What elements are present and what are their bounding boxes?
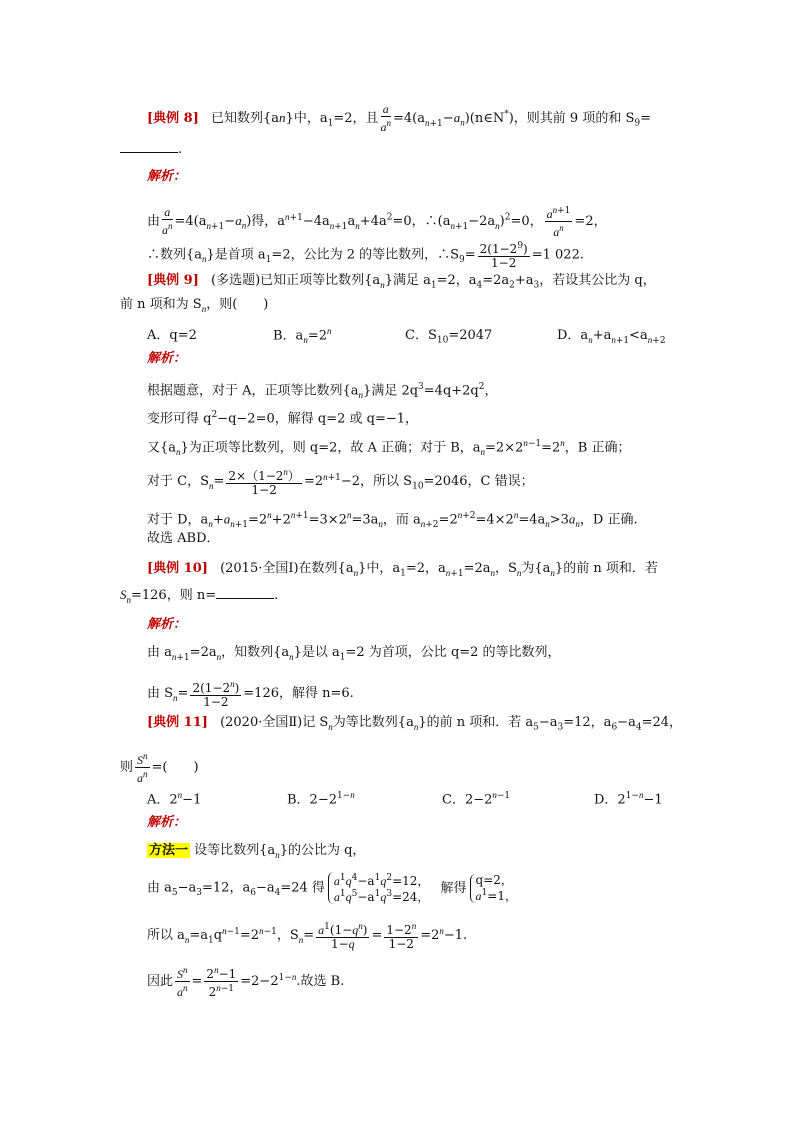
example-9-solution-line-4: 对于 C，$S_n=$ $\frac{2\times(1-2^n)}{1-2}$ $=2^{n+1}-2$，所以 $S_{10}=2046$，C 错误； xyxy=(147,467,534,497)
equation-system: $a^1q^4-a^1q^2=12$， $a^1q^5-a^1q^3=24$， xyxy=(328,872,429,904)
example-10-stem-line-2: $S_n=126$，则 n= . xyxy=(120,587,279,605)
example-11-stem: [典例 11] (2020·全国Ⅱ)记 $S_n$为等比数列$\{a_n\}$的前 n 项和．若 $a_5-a_3=12$，$a_6-a_4=24$， xyxy=(147,715,682,733)
example-9-solution-line-3: 又$\{a_n\}$为正项等比数列，则 q=2，故 A 正确；对于 B，$a_n=2\times 2^{n-1}=2^n$，B 正确； xyxy=(147,438,631,457)
example-11-options xyxy=(147,786,663,809)
example-11-solution-line-2: 所以 $a_n=a_1q^{n-1}=2^{n-1}$，$S_n=$ $\frac{a^1(1-q^n)}{1-q}$ = $\frac{1-2^n}{1-2}$ $=2^n-1$. xyxy=(147,921,468,951)
option-d[interactable]: D．$a_n+a_{n+1}<a_{n+2}$ xyxy=(557,328,666,346)
analysis-label: 解析： xyxy=(147,351,187,366)
example-9-solution-line-6: 故选 ABD． xyxy=(147,531,220,546)
option-c[interactable]: C．$2-2^{n-1}$ xyxy=(442,790,511,808)
example-9-stem: [典例 9] (多选题)已知正项等比数列$\{a_n\}$满足 $a_1=2$，$a_4=2a_2+a_3$，若设其公比为 q， xyxy=(147,273,656,291)
example-10-solution-line-1: 由 $a_{n+1}=2a_n$，知数列$\{a_n\}$是以 $a_1=2$ 为首项，公比 q=2 的等比数列， xyxy=(147,645,561,663)
option-b[interactable]: B．$2-2^{1-n}$ xyxy=(287,790,355,808)
option-d[interactable]: D．$2^{1-n}-1$ xyxy=(594,790,663,808)
method-1-highlight: 方法一 xyxy=(149,843,189,858)
example-8-solution-line-1: 由 $\frac{a}{a^n}$ $=4(a_{n+1}-a_n)$得，$a^{n+1}-4a_{n+1}a_n+4a^2=0$，$\therefore(a_{n+1}-2a_n)^2=0$， $\frac{a^{n+1}}{a^n}$ =2， xyxy=(147,205,607,239)
example-9-label: [典例 9] xyxy=(147,273,199,288)
option-b[interactable]: B．$a_n=2^n$ xyxy=(273,326,332,345)
example-10-solution-line-2: 由 $S_n=$ $\frac{2(1-2^n)}{1-2}$ =126，解得 n=6. xyxy=(147,679,354,709)
analysis-label: 解析： xyxy=(147,815,187,830)
example-11-stem-line-2: 则 $\frac{S^n}{a^n}$ =( ) xyxy=(120,751,199,785)
solution-system: q=2， $a^1=1$， xyxy=(470,874,517,903)
example-10-answer-blank[interactable] xyxy=(216,586,274,599)
example-8-solution-line-2: ∴数列$\{a_n\}$是首项 $a_1=2$，公比为 2 的等比数列，$\therefore S_9=$ $\frac{2(1-2^9)}{1-2}$ =1 022. xyxy=(147,241,584,270)
example-10-stem: [典例 10] (2015·全国Ⅰ)在数列$\{a_n\}$中，$a_1=2$，$a_{n+1}=2a_n$，$S_n$为$\{a_n\}$的前 n 项和．若 xyxy=(147,561,658,579)
example-10-label: [典例 10] xyxy=(147,561,208,576)
example-8-stem: [典例 8] 已知数列{an}中，$a_1=2$，且 $\frac{a}{a^n}$ $=4(a_{n+1}-a_n)(n\in N^*)$，则其前 9 项的和 $S_9=$ xyxy=(147,102,651,134)
example-11-method-1: 方法一 设等比数列$\{a_n\}$的公比为 q， xyxy=(149,843,366,860)
example-11-solution-line-3: 因此 $\frac{S^n}{a^n}$ = $\frac{2^n-1}{2^{n-1}}$ $=2-2^{1-n}$.故选 B. xyxy=(147,965,345,999)
example-11-solution-line-1: 由 $a_5-a_3=12$，$a_6-a_4=24$ 得 $a^1q^4-a^1q^2=12$， $a^1q^5-a^1q^3=24$， 解得 q=2， $a^1=1$， xyxy=(147,872,517,904)
example-9-stem-line-2: 前 n 项和为 $S_n$，则( ) xyxy=(120,297,269,314)
example-9-solution-line-2: 变形可得 $q^2-q-2=0$，解得 q=2 或 q=−1， xyxy=(147,410,419,427)
analysis-label: 解析： xyxy=(147,169,187,184)
example-9-solution-line-1: 根据题意，对于 A，正项等比数列$\{a_n\}$满足 $2q^3=4q+2q^2$， xyxy=(147,382,498,400)
analysis-label: 解析： xyxy=(147,617,187,632)
option-a[interactable]: A．$2^n-1$ xyxy=(147,790,202,808)
example-11-label: [典例 11] xyxy=(147,715,208,730)
example-9-options xyxy=(147,322,666,350)
option-c[interactable]: C．$S_{10}=2047$ xyxy=(405,328,493,346)
example-8-answer-blank[interactable]: . xyxy=(120,140,182,159)
example-8-label: [典例 8] xyxy=(147,111,199,126)
option-a[interactable]: A．q=2 xyxy=(147,328,197,344)
example-9-solution-line-5: 对于 D，$a_n+a_{n+1}=2^n+2^{n+1}=3\times 2^n=3a_n$，而 $a_{n+2}=2^{n+2}=4\times 2^n=4a_n>3a_n$，D 正确. xyxy=(147,510,638,530)
